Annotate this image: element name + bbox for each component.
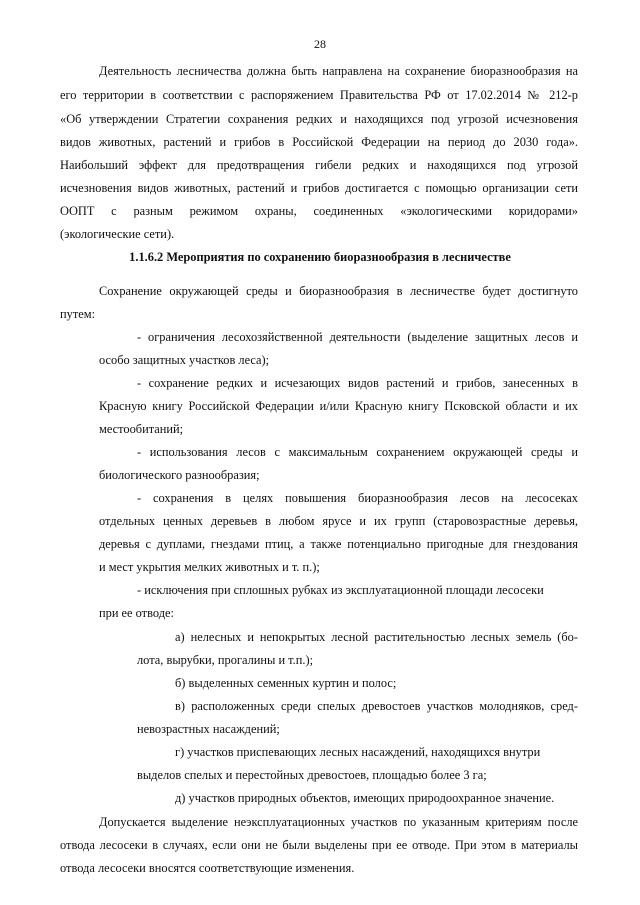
- intro-line: Деятельность лесничества должна быть направлена на сохранение биоразнообразия на: [99, 64, 578, 78]
- intro-line: видов животных, растений и грибов в Российской Федерации на период до 2030 года».: [60, 135, 578, 149]
- body-line: Сохранение окружающей среды и биоразнообразия в лесничестве будет достигнуто: [99, 284, 578, 298]
- list-item: - ограничения лесохозяйственной деятельности (выделение защитных лесов и: [137, 330, 578, 344]
- body-line: Красную книгу Российской Федерации и/или Красную книгу Псковской области и их: [99, 399, 578, 413]
- list-item: - использования лесов с максимальным сохранением окружающей среды и: [137, 445, 578, 459]
- body-line: Допускается выделение неэксплуатационных участков по указанным критериям после: [99, 815, 578, 829]
- sub-list-item: д) участков природных объектов, имеющих природоохранное значение.: [175, 791, 555, 805]
- body-line: отвода лесосеки в случаях, если они не были выделены при ее отводе. При этом в материалы: [60, 838, 578, 852]
- intro-line: Наибольший эффект для предотвращения гибели редких и находящихся под угрозой: [60, 158, 578, 172]
- intro-line: (экологические сети).: [60, 227, 175, 241]
- list-item: - сохранения в целях повышения биоразнообразия лесов на лесосеках: [137, 491, 578, 505]
- body-line: биологического разнообразия;: [99, 468, 260, 482]
- body-line: при ее отводе:: [99, 606, 174, 620]
- sub-list-item: б) выделенных семенных куртин и полос;: [175, 676, 397, 690]
- sub-list-item: г) участков приспевающих лесных насаждений, находящихся внутри: [175, 745, 541, 759]
- intro-line: ООПТ с разным режимом охраны, соединенных «экологическими коридорами»: [60, 204, 578, 218]
- intro-line: его территории в соответствии с распоряжением Правительства РФ от 17.02.2014 № 212-р: [60, 88, 578, 102]
- body-line: путем:: [60, 307, 96, 321]
- sub-list-item: в) расположенных среди спелых древостоев участков молодняков, сред-: [175, 699, 578, 713]
- list-item: - сохранение редких и исчезающих видов растений и грибов, занесенных в: [137, 376, 578, 390]
- list-item: - исключения при сплошных рубках из эксплуатационной площади лесосеки: [137, 583, 544, 597]
- body-line: отвода лесосеки вносятся соответствующие изменения.: [60, 861, 355, 875]
- body-line: деревья с дуплами, гнездами птиц, а также потенциально пригодные для гнездования: [99, 537, 578, 551]
- intro-line: исчезновения видов животных, растений и грибов достигается с помощью организации сети: [60, 181, 578, 195]
- body-line: и мест укрытия мелких животных и т. п.);: [99, 560, 320, 574]
- intro-line: «Об утверждении Стратегии сохранения редких и находящихся под угрозой исчезновения: [60, 112, 578, 126]
- body-line: лота, вырубки, прогалины и т.п.);: [137, 653, 314, 667]
- sub-list-item: а) нелесных и непокрытых лесной растительностью лесных земель (бо-: [175, 630, 578, 644]
- body-line: выделов спелых и перестойных древостоев, площадью более 3 га;: [137, 768, 487, 782]
- body-line: отдельных ценных деревьев в любом ярусе и их групп (старовозрастные деревья,: [99, 514, 578, 528]
- body-line: особо защитных участков леса);: [99, 353, 270, 367]
- body-line: невозрастных насаждений;: [137, 722, 280, 736]
- page-number: 28: [314, 37, 326, 51]
- body-line: местообитаний;: [99, 422, 184, 436]
- section-heading: 1.1.6.2 Мероприятия по сохранению биоразнообразия в лесничестве: [129, 250, 511, 264]
